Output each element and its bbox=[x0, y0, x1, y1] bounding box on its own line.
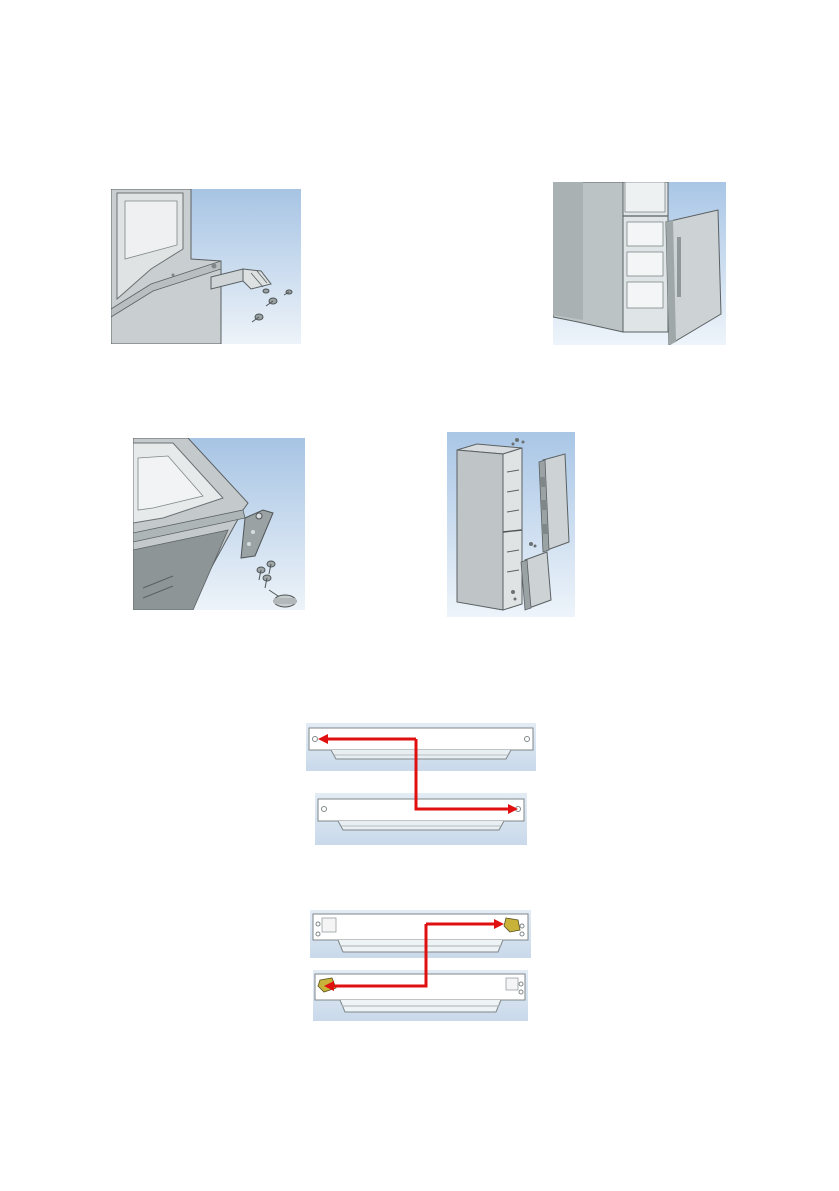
bottom-hinge-illustration bbox=[133, 438, 305, 610]
hinge-removal-illustration bbox=[111, 189, 301, 344]
door-reversal-drawing bbox=[447, 432, 575, 617]
door-reversal-exploded-view bbox=[447, 432, 575, 617]
door-removal-illustration bbox=[553, 182, 726, 345]
hinge-bracket-swap-drawing bbox=[310, 910, 531, 1021]
door-removal-drawing bbox=[553, 182, 726, 345]
hinge-removal-drawing bbox=[111, 189, 301, 344]
bottom-hinge-drawing bbox=[133, 438, 305, 610]
hinge-bracket-swap-diagram bbox=[310, 910, 531, 1021]
hole-plug-swap-drawing bbox=[306, 723, 536, 845]
hole-plug-swap-diagram bbox=[306, 723, 536, 845]
